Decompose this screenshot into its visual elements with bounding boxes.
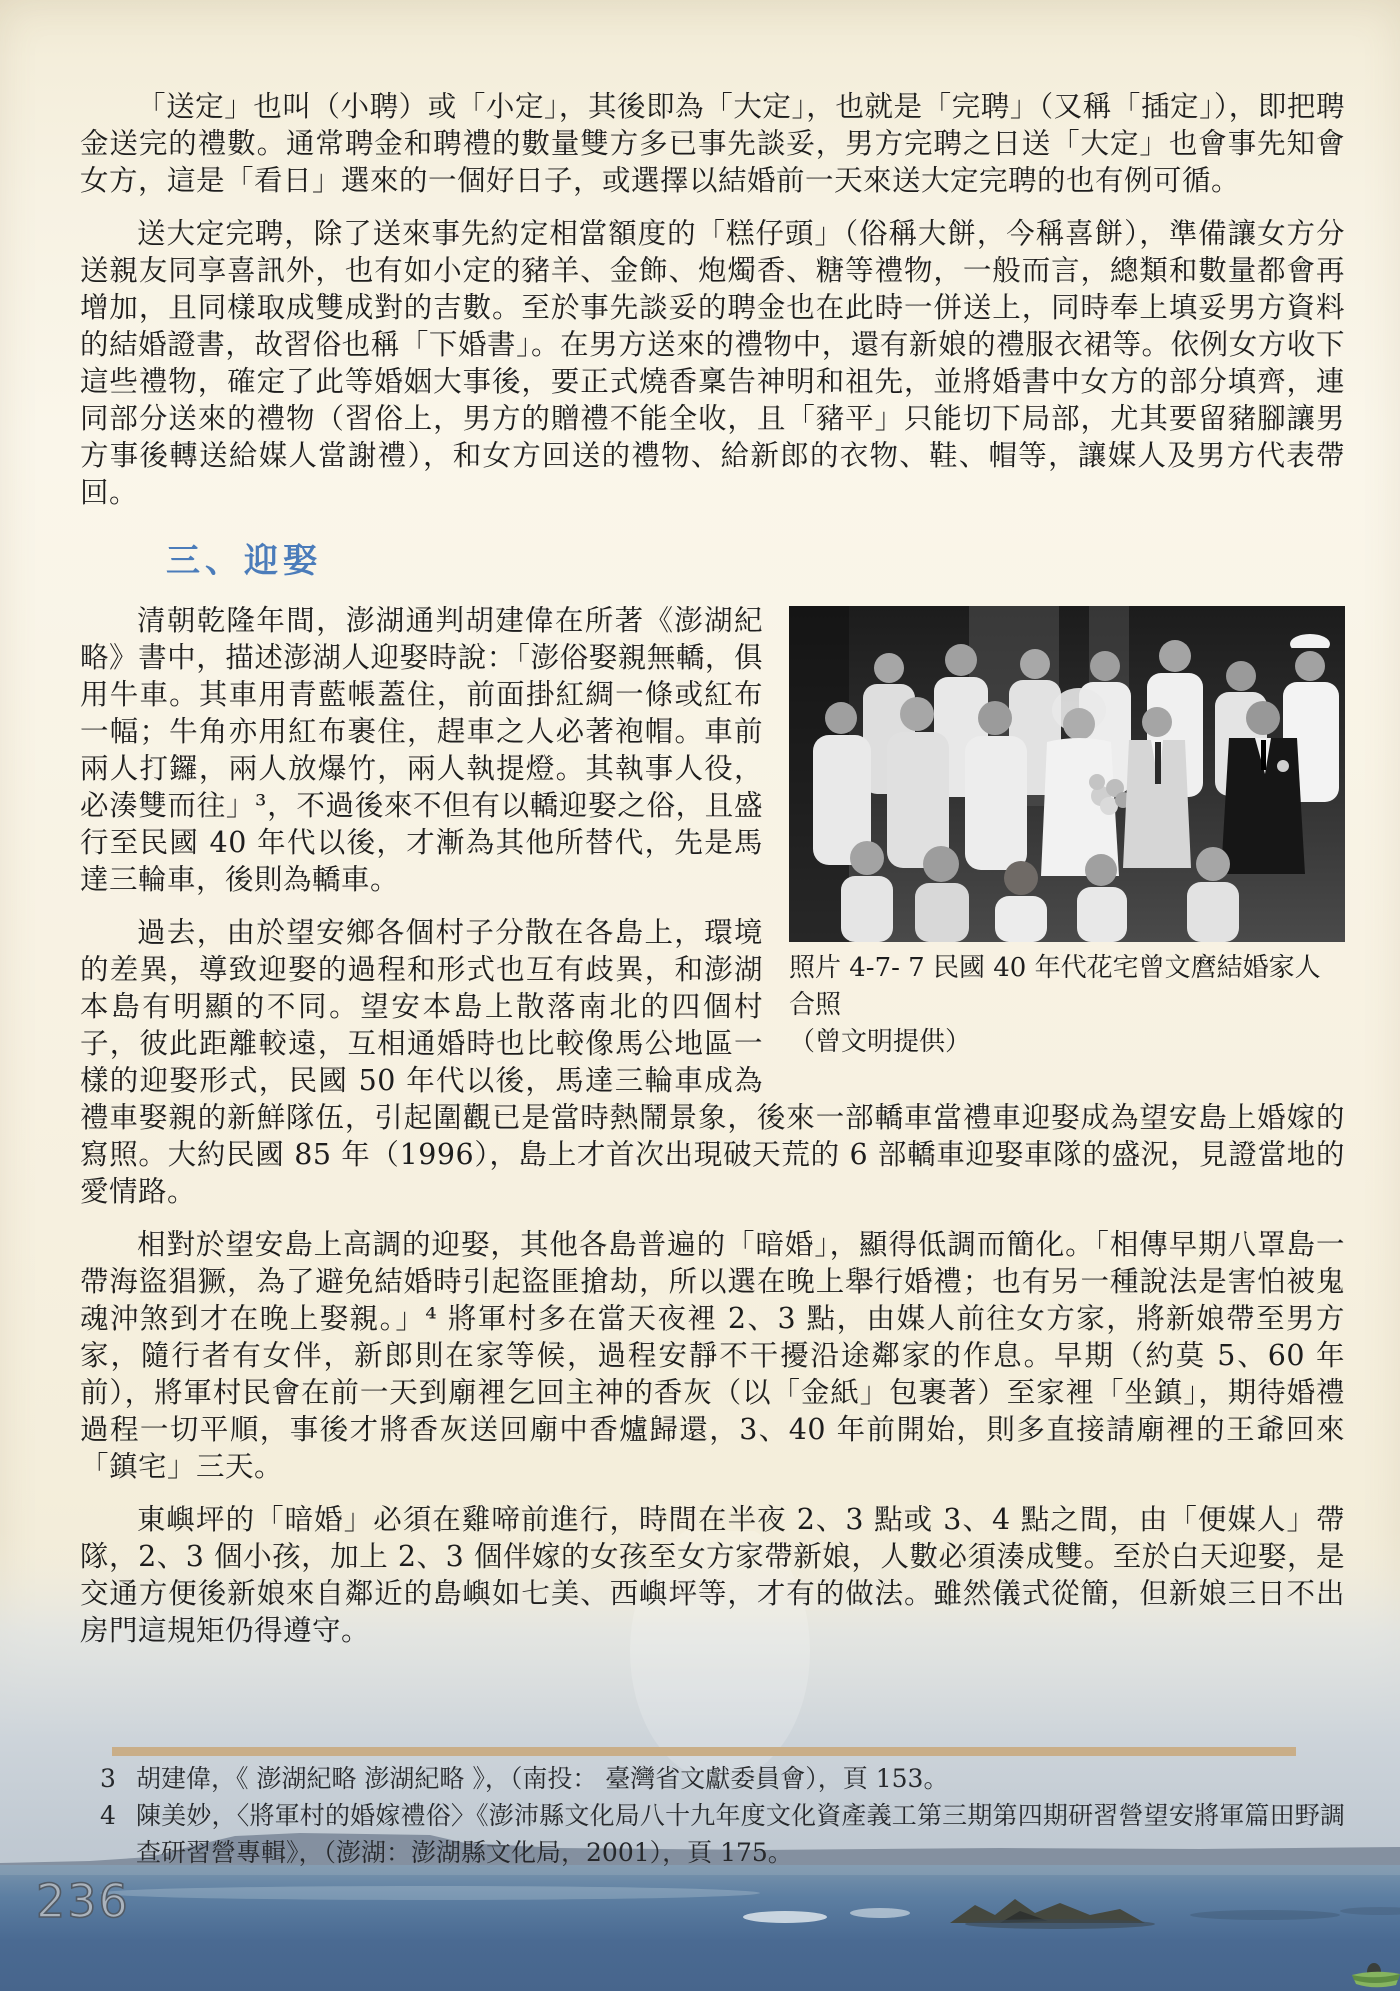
footnotes [100, 1760, 1345, 1871]
wedding-photo [789, 606, 1345, 942]
photo-caption-line2: （曾文明提供） [789, 1027, 972, 1057]
photo-caption-line1: 照片 4-7- 7 民國 40 年代花宅曾文麿結婚家人合照 [789, 953, 1321, 1020]
footnote-divider [112, 1747, 1296, 1756]
footnote-3 [100, 1760, 1345, 1797]
footnote-number: 4 [100, 1801, 116, 1830]
section-heading: 三、迎娶 [166, 541, 322, 581]
footnote-text: 陳美妙，〈將軍村的婚嫁禮俗〉《澎沛縣文化局八十九年度文化資產義工第三期第四期研習營望安將軍篇田野調查研習營專輯》，（澎湖：澎湖縣文化局，2001），頁 175。 [136, 1801, 1345, 1867]
paragraph-dading: 送大定完聘，除了送來事先約定相當額度的「糕仔頭」（俗稱大餅，今稱喜餅），準備讓女方分送親友同享喜訊外，也有如小定的豬羊、金飾、炮燭香、糖等禮物，一般而言，總類和數量都會再增加，且同樣取成雙成對的吉數。至於事先談妥的聘金也在此時一併送上，同時奉上填妥男方資料的結婚證書，故習俗也稱「下婚書」。在男方送來的禮物中，還有新娘的禮服衣裙等。依例女方收下這些禮物，確定了此等婚姻大事後，要正式燒香稟告神明和祖先，並將婚書中女方的部分填齊，連同部分送來的禮物（習俗上，男方的贈禮不能全收，且「豬平」只能切下局部，尤其要留豬腳讓男方事後轉送給媒人當謝禮），和女方回送的禮物、給新郎的衣物、鞋、帽等，讓媒人及男方代表帶回。 [80, 217, 1345, 509]
footnote-text: 胡建偉，《 澎湖紀略 澎湖紀略 》，（南投： 臺灣省文獻委員會），頁 153。 [136, 1764, 949, 1793]
photo-caption [789, 950, 1345, 1061]
wedding-photo-art [789, 606, 1345, 942]
sea-water [0, 1865, 1400, 1991]
paragraph-guoqu: 過去，由於望安鄉各個村子分散在各島上，環境的差異，導致迎娶的過程和形式也互有歧異，和澎湖本島有明顯的不同。望安本島上散落南北的四個村子，彼此距離較遠，互相通婚時也比較像馬公地區一樣的迎娶形式，民國 50 年代以後，馬達三輪車成為禮車娶親的新鮮隊伍，引起圍觀已是當時熱鬧景象，後來一部轎車當禮車迎娶成為望安島上婚嫁的寫照。大約民國 85 年（1996），島上才首次出現破天荒的 6 部轎車迎娶車隊的盛況，見證當地的愛情路。 [80, 916, 1345, 1208]
wedding-photo-figure [789, 606, 1345, 1061]
page-number: 236 [36, 1874, 130, 1928]
foam-streak [100, 1886, 760, 1900]
footnote-number: 3 [100, 1764, 116, 1793]
paragraph-anhun: 相對於望安島上高調的迎娶，其他各島普遍的「暗婚」，顯得低調而簡化。「相傳早期八罩島一帶海盜猖獗，為了避免結婚時引起盜匪搶劫，所以選在晚上舉行婚禮；也有另一種說法是害怕被鬼魂沖煞到才在晚上娶親。」⁴ 將軍村多在當天夜裡 2、3 點，由媒人前往女方家，將新娘帶至男方家，隨行者有女伴，新郎則在家等候，過程安靜不干擾沿途鄰家的作息。早期（約莫 5、60 年前），將軍村民會在前一天到廟裡乞回主神的香灰（以「金紙」包裹著）至家裡「坐鎮」，期待婚禮過程一切平順，事後才將香灰送回廟中香爐歸還，3、40 年前開始，則多直接請廟裡的王爺回來「鎮宅」三天。 [80, 1228, 1345, 1483]
paragraph-songding: 「送定」也叫（小聘）或「小定」，其後即為「大定」，也就是「完聘」（又稱「插定」），即把聘金送完的禮數。通常聘金和聘禮的數量雙方多已事先談妥，男方完聘之日送「大定」也會事先知會女方，這是「看日」選來的一個好日子，或選擇以結婚前一天來送大定完聘的也有例可循。 [80, 90, 1345, 197]
paragraph-qingchao: 清朝乾隆年間，澎湖通判胡建偉在所著《澎湖紀略》書中，描述澎湖人迎娶時說：「澎俗娶親無轎，俱用牛車。其車用青藍帳蓋住，前面掛紅綢一條或紅布一幅；牛角亦用紅布裹住，趕車之人必著袍帽。車前兩人打鑼，兩人放爆竹，兩人執提燈。其執事人役，必湊雙而往」³，不過後來不但有以轎迎娶之俗，且盛行至民國 40 年代以後，才漸為其他所替代，先是馬達三輪車，後則為轎車。 [80, 604, 763, 896]
paragraph-dongyuping: 東嶼坪的「暗婚」必須在雞啼前進行，時間在半夜 2、3 點或 3、4 點之間，由「便媒人」帶隊，2、3 個小孩，加上 2、3 個伴嫁的女孩至女方家帶新娘，人數必須湊成雙。至於白天迎娶，是交通方便後新娘來自鄰近的島嶼如七美、西嶼坪等，才有的做法。雖然儀式從簡，但新娘三日不出房門這規矩仍得遵守。 [80, 1503, 1345, 1647]
footnote-4 [100, 1797, 1345, 1871]
